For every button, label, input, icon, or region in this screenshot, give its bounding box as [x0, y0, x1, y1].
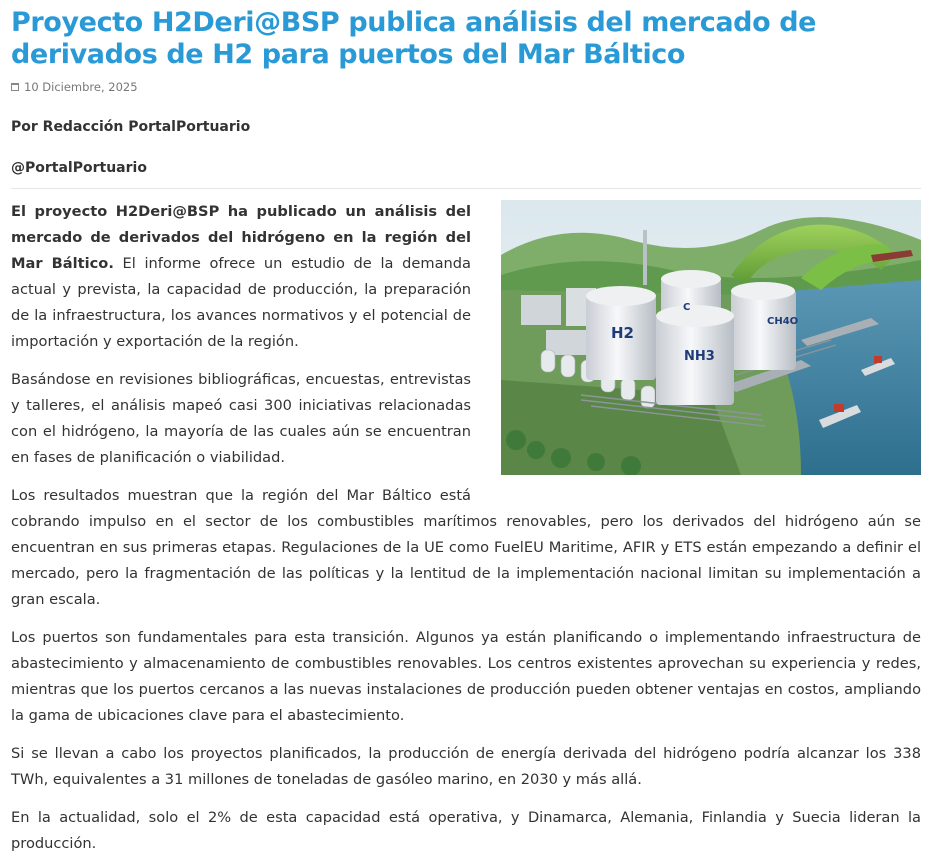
article-image [501, 200, 921, 475]
body-paragraph: Si se llevan a cabo los proyectos planificados, la producción de energía derivada del hidrógeno podría alcanzar los 338 TWh, equivalentes a 31 millones de toneladas de gasóleo marino, en 2030 y más allá. [11, 745, 921, 788]
author-handle: @PortalPortuario [11, 160, 147, 176]
body-paragraph: Basándose en revisiones bibliográficas, encuestas, entrevistas y talleres, el análisis mapeó casi 300 iniciativas relacionadas con el hidrógeno, la mayoría de las cuales aún se encuentran en fases de planificación o viabilidad. [11, 371, 471, 466]
article-title: Proyecto H2Deri@BSP publica análisis del mercado de derivados de H2 para puertos del Mar Báltico [11, 7, 817, 70]
article-meta [11, 80, 921, 94]
publish-date: 10 Diciembre, 2025 [24, 80, 138, 94]
tank-label-c: C [683, 302, 691, 313]
calendar-icon [11, 83, 19, 91]
divider [11, 188, 921, 189]
lead-rest-text: El informe ofrece un estudio de la demanda actual y prevista, la capacidad de producción, la preparación de la infraestructura, los avances normativos y el potencial de importación y exportación de la región. [11, 255, 471, 350]
byline: Por Redacción PortalPortuario [11, 119, 251, 135]
article-body [11, 199, 921, 857]
tank-label-h2: H2 [611, 324, 634, 342]
tank-label-nh3: NH3 [684, 349, 715, 364]
body-paragraph: Los resultados muestran que la región del Mar Báltico está cobrando impulso en el sector de los combustibles marítimos renovables, pero los derivados del hidrógeno aún se encuentran en sus primeras etapas. Regulaciones de la UE como FuelEU Maritime, AFIR y ETS están empezando a definir el mercado, pero la fragmentación de las políticas y la lentitud de la implementación nacional limitan su implementación a gran escala. [11, 487, 921, 608]
tank-label-ch4o: CH4O [767, 316, 799, 327]
body-paragraph: Los puertos son fundamentales para esta transición. Algunos ya están planificando o implementando infraestructura de abastecimiento y almacenamiento de combustibles renovables. Los centros existentes aprovechan su experiencia y redes, mientras que los puertos cercanos a las nuevas instalaciones de producción pueden obtener ventajas en costos, ampliando la gama de ubicaciones clave para el abastecimiento. [11, 629, 921, 724]
lead-bold-text: El proyecto H2Deri@BSP ha publicado un análisis del mercado de derivados del hidrógeno en la región del Mar Báltico. [11, 203, 471, 272]
body-paragraph: En la actualidad, solo el 2% de esta capacidad está operativa, y Dinamarca, Alemania, Finlandia y Suecia lideran la producción. [11, 809, 921, 852]
